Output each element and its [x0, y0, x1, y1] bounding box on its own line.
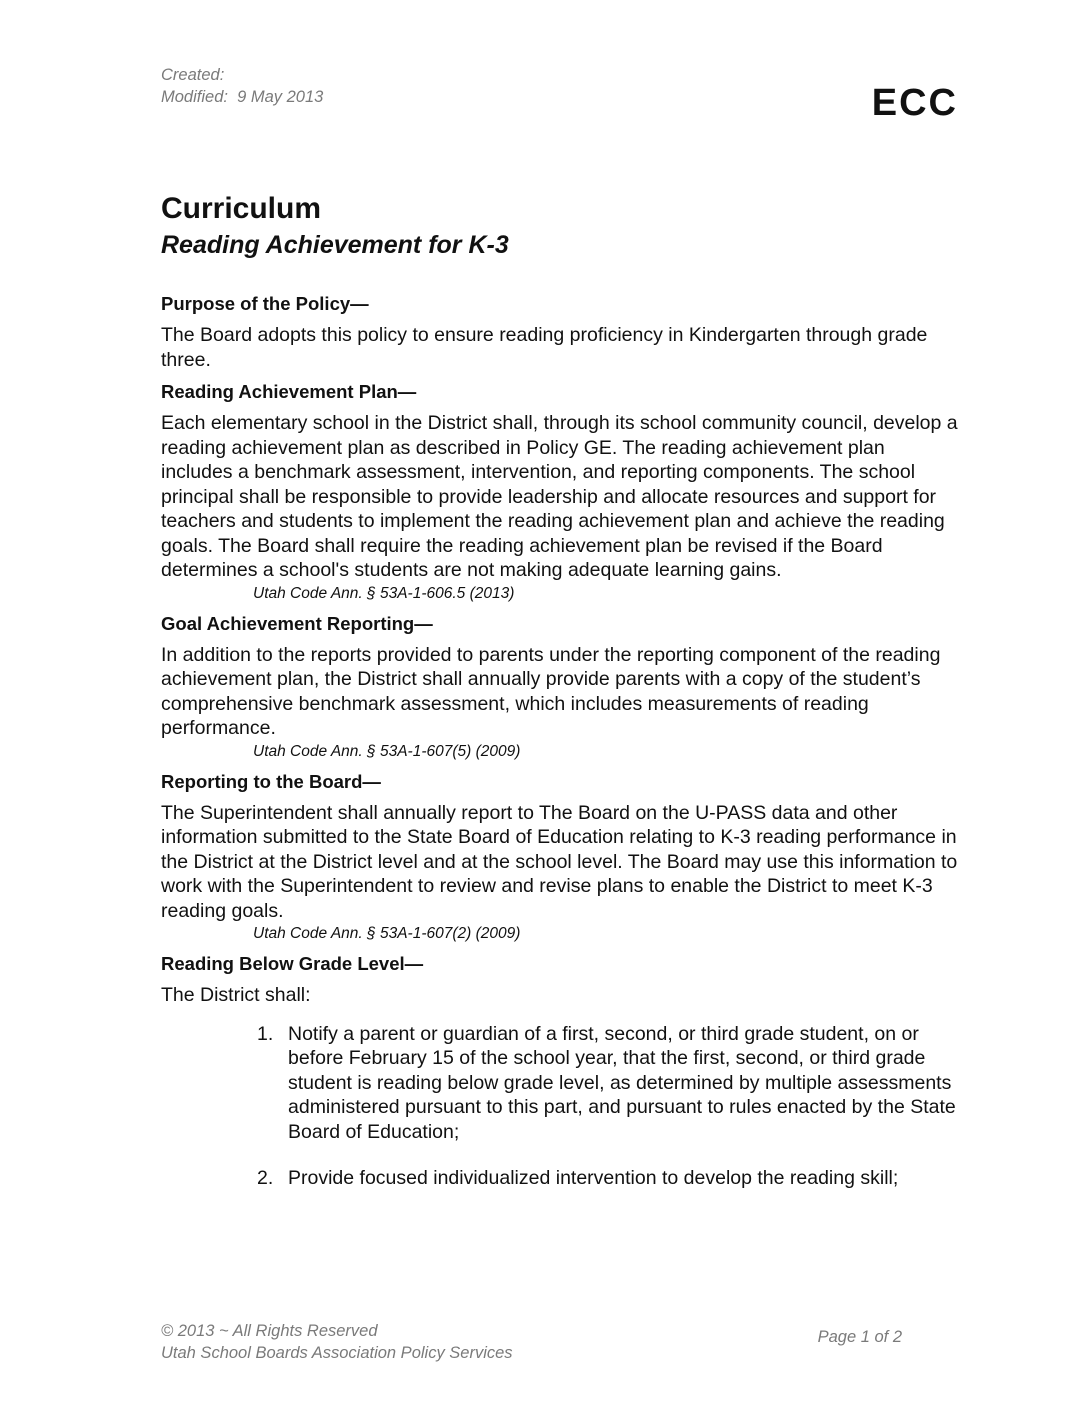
section-text: Each elementary school in the District shall, through its school community council, develop a reading achievement plan as described in Policy GE. The reading achievement plan includes a benchmark assessment, intervention, and reporting components. The school principal shall be responsible to provide leadership and allocate resources and support for teachers and students to implement the reading achievement plan and achieve the reading goals. The Board shall require the reading achievement plan be revised if the Board determines a school's students are not making adequate learning gains. [161, 412, 958, 581]
section-heading: Reading Achievement Plan— [161, 381, 417, 402]
organization-name: Utah School Boards Association Policy Services [161, 1344, 513, 1362]
list-item-text: Provide focused individualized intervention to develop the reading skill; [288, 1167, 899, 1189]
list-item-number: 1. [257, 1022, 274, 1045]
section-goal [161, 612, 961, 760]
section-below-grade [161, 952, 961, 1191]
document-body [161, 292, 961, 1213]
list-item-text: Notify a parent or guardian of a first, second, or third grade student, on or before February 15 of the school year, that the first, second, or third grade student is reading below grade level, as determined by multiple assessments administered pursuant to this part, and pursuant to rules enacted by the State Board of Education; [288, 1022, 956, 1143]
section-board [161, 770, 961, 943]
document-metadata [161, 64, 323, 108]
numbered-list [161, 1022, 961, 1191]
legal-citation: Utah Code Ann. § 53A-1-607(2) (2009) [253, 925, 521, 942]
section-text: The Superintendent shall annually report to The Board on the U-PASS data and other information submitted to the State Board of Education relating to K-3 reading performance in the District at the District level and at the school level. The Board may use this information to work with the Superintendent to review and revise plans to enable the District to meet K-3 reading goals. [161, 801, 958, 922]
legal-citation: Utah Code Ann. § 53A-1-606.5 (2013) [253, 584, 515, 602]
section-heading: Goal Achievement Reporting— [161, 612, 433, 634]
page-subtitle: Reading Achievement for K-3 [161, 231, 509, 259]
modified-date: Modified: 9 May 2013 [161, 88, 324, 106]
created-label: Created: [161, 66, 225, 84]
page-number: Page 1 of 2 [817, 1328, 902, 1346]
page-title: Curriculum [161, 192, 322, 225]
list-item [161, 1022, 961, 1145]
footer [161, 1320, 513, 1364]
section-heading: Reading Below Grade Level— [161, 953, 424, 974]
section-text: The Board adopts this policy to ensure reading proficiency in Kindergarten through grade three. [161, 324, 928, 371]
section-plan [161, 380, 961, 602]
section-intro: The District shall: [161, 984, 311, 1006]
section-heading: Reporting to the Board— [161, 770, 381, 792]
legal-citation: Utah Code Ann. § 53A-1-607(5) (2009) [253, 742, 521, 760]
list-item [161, 1166, 961, 1191]
section-text: In addition to the reports provided to parents under the reporting component of the reading achievement plan, the District shall annually provide parents with a copy of the student’s comprehensive benchmark assessment, which includes measurements of reading performance. [161, 643, 941, 739]
section-purpose [161, 292, 961, 372]
policy-code: ECC [871, 82, 958, 124]
section-heading: Purpose of the Policy— [161, 293, 369, 314]
copyright-text: © 2013 ~ All Rights Reserved [161, 1322, 378, 1340]
list-item-number: 2. [257, 1167, 274, 1189]
